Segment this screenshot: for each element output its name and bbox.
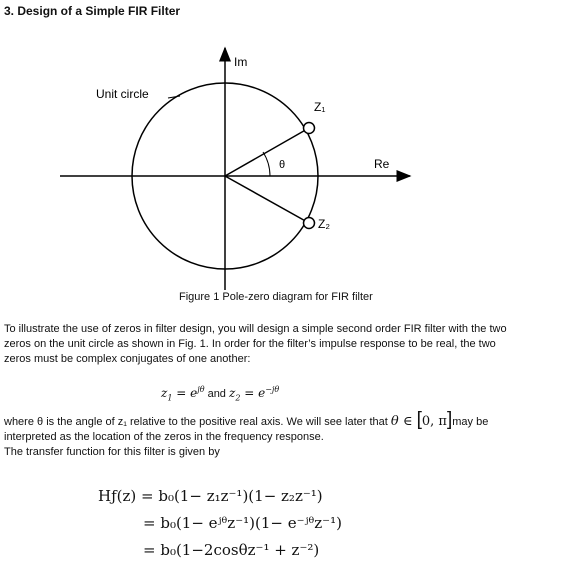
radius-z2 [225,176,309,223]
where-paragraph [4,409,560,460]
unit-circle-label: Unit circle [96,87,149,101]
where-line-2: interpreted as the location of the zeros in the frequency response. [4,431,324,443]
transfer-function-line-1: Hƒ(z) = b₀(1− z₁z⁻¹)(1− z₂z⁻¹) [98,487,323,505]
intro-line: zeros must be complex conjugates of one another: [4,353,251,365]
im-label: Im [234,55,248,69]
z2-label: Z₂ [318,217,330,231]
section-heading: 3. Design of a Simple FIR Filter [4,4,181,18]
radius-z1 [225,128,309,176]
zero-z2 [304,218,315,229]
where-line-1: where θ is the angle of z₁ relative to the positive real axis. We will see later that θ ∈ [0, π]may be [4,409,489,430]
transfer-function-line-2: = b₀(1− eʲᶿz⁻¹)(1− e⁻ʲᶿz⁻¹) [143,514,342,532]
intro-line: zeros on the unit circle as shown in Fig. 1. In order for the filter’s impulse response to be real, the two [4,338,496,350]
transfer-function-line-3: = b₀(1−2cosθz⁻¹ + z⁻²) [143,541,320,559]
figure-caption: Figure 1 Pole-zero diagram for FIR filter [179,291,373,303]
intro-paragraph [4,322,560,367]
zero-z1 [304,123,315,134]
theta-label: θ [279,159,286,171]
intro-line: To illustrate the use of zeros in filter design, you will design a simple second order FIR filter with the two [4,323,507,335]
theta-arc [263,152,270,176]
where-line-3: The transfer function for this filter is given by [4,446,220,458]
z1-label: Z₁ [314,100,326,114]
pole-zero-diagram [0,30,564,290]
conjugate-zeros-equation: $z_1 = e^{j\theta}$ and $z_2 = e^{-j\theta}$ [161,385,280,403]
re-label: Re [374,157,390,171]
